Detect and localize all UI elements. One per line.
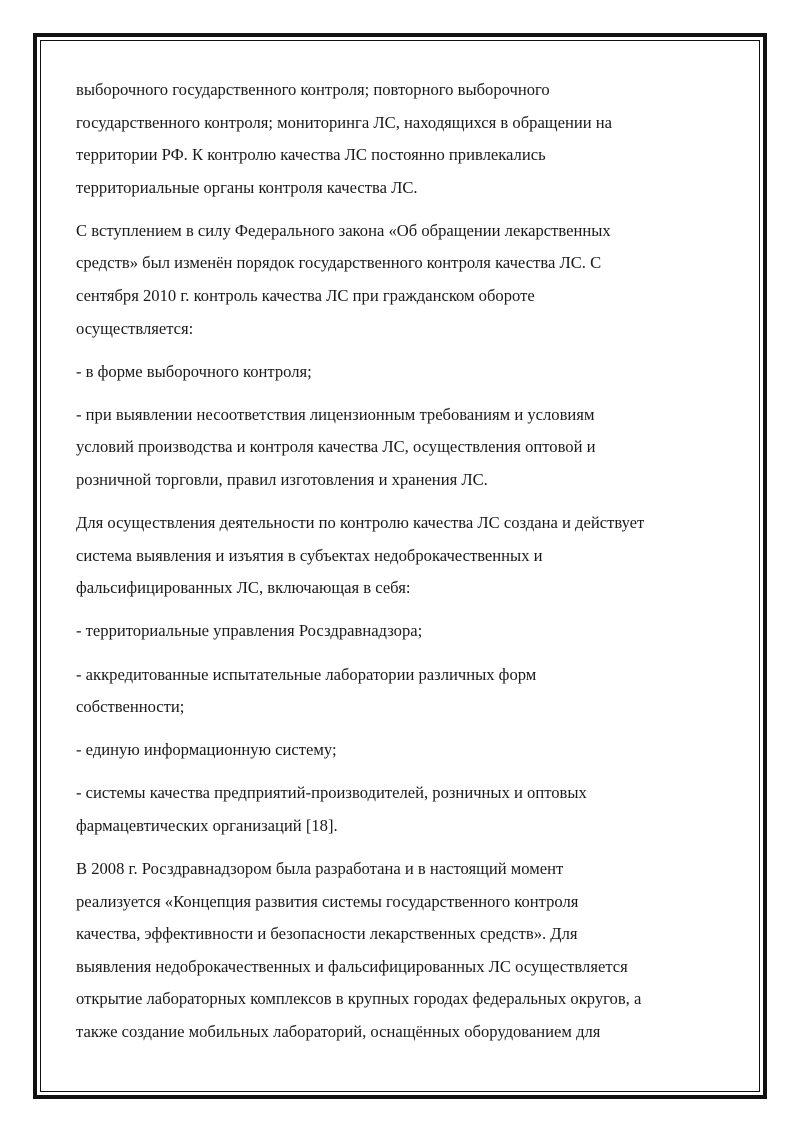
paragraph-detection-system: Для осуществления деятельности по контролю качества ЛС создана и действует система выявления и изъятия в субъектах недоброкачественных и фальсифицированных ЛС, включающая в себя: bbox=[76, 513, 645, 598]
list-item-noncompliance: - при выявлении несоответствия лицензионным требованиям и условиям условий производства и контроля качества ЛС, осуществления оптовой и розничной торговли, правил изготовления и хранения ЛС. bbox=[76, 404, 596, 490]
list-item-quality-systems: - системы качества предприятий-производителей, розничных и оптовых фармацевтических организаций [18]. bbox=[76, 783, 587, 835]
paragraph-control-types: выборочного государственного контроля; повторного выборочного государственного контроля; мониторинга ЛС, находящихся в обращении на территории РФ. К контролю качества ЛС постоянно привлекались территориальные органы контроля качества ЛС. bbox=[76, 80, 612, 197]
paragraph-concept-2008: В 2008 г. Росздравнадзором была разработана и в настоящий момент реализуется «Концепция развития системы государственного контроля качества, эффективности и безопасности лекарственных средств». Для выявления недоброкачественных и фальсифицированных ЛС осуществляется открытие лабораторных комплексов в крупных городах федеральных округов, а также создание мобильных лабораторий, оснащённых оборудованием для bbox=[76, 858, 642, 1041]
list-item-selective-control: - в форме выборочного контроля; bbox=[76, 361, 312, 381]
paragraph-federal-law: С вступлением в силу Федерального закона «Об обращении лекарственных средств» был изменён порядок государственного контроля качества ЛС. С сентября 2010 г. контроль качества ЛС при гражданском обороте осуществляется: bbox=[76, 220, 611, 338]
list-item-information-system: - единую информационную систему; bbox=[76, 740, 337, 760]
list-item-territorial-offices: - территориальные управления Росздравнадзора; bbox=[76, 621, 423, 641]
list-item-accredited-labs: - аккредитованные испытательные лаборатории различных форм собственности; bbox=[76, 664, 537, 717]
document-body bbox=[76, 74, 728, 1059]
